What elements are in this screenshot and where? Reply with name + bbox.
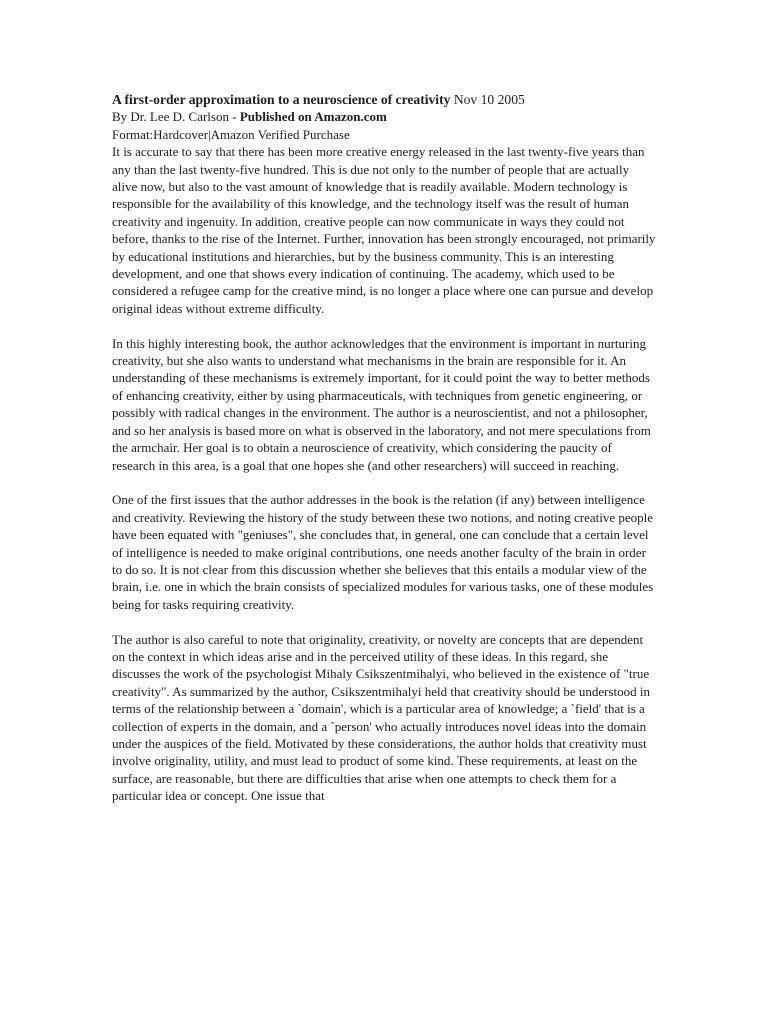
- review-format: Format:Hardcover|Amazon Verified Purchase: [112, 126, 350, 142]
- review-title-line: [112, 91, 656, 108]
- review-paragraph-4: The author is also careful to note that originality, creativity, or novelty are concepts that are dependent on the context in which ideas arise and in the perceived utility of these ideas. In this regard, she discusses the work of the psychologist Mihaly Csikszentmihalyi, who believed in the existence of "true creativity". As summarized by the author, Csikszentmihalyi held that creativity should be understood in terms of the relationship between a `domain', which is a particular area of knowledge; a `field' that is a collection of experts in the domain, and a `person' who actually introduces novel ideas into the domain under the auspices of the field. Motivated by these considerations, the author holds that creativity must involve originality, utility, and must lead to product of some kind. These requirements, at least on the surface, are reasonable, but there are difficulties that arise when one attempts to check them for a particular idea or concept. One issue that: [112, 631, 651, 804]
- review-document: [112, 91, 656, 822]
- byline-source: Published on Amazon.com: [239, 109, 387, 125]
- review-date: Nov 10 2005: [453, 92, 525, 107]
- review-byline: [112, 108, 656, 125]
- review-paragraph-2: In this highly interesting book, the author acknowledges that the environment is important in nurturing creativity, but she also wants to understand what mechanisms in the brain are responsible for it. An understanding of these mechanisms is extremely important, for it could point the way to better methods of enhancing creativity, either by using pharmaceuticals, with techniques from genetic engineering, or possibly with radical changes in the environment. The author is a neuroscientist, and not a philosopher, and so her analysis is based more on what is observed in the laboratory, and not mere speculations from the armchair. Her goal is to obtain a neuroscience of creativity, which considering the paucity of research in this area, is a goal that one hopes she (and other researchers) will succeed in reaching.: [112, 335, 651, 473]
- review-title: A first-order approximation to a neuroscience of creativity: [112, 92, 451, 107]
- byline-author: By Dr. Lee D. Carlson -: [112, 109, 240, 125]
- review-paragraph-3: One of the first issues that the author addresses in the book is the relation (if any) between intelligence and creativity. Reviewing the history of the study between these two notions, and noting creative people have been equated with "geniuses", she concludes that, in general, one can conclude that a certain level of intelligence is needed to make original contributions, one needs another faculty of the brain in order to do so. It is not clear from this discussion whether she believes that this entails a modular view of the brain, i.e. one in which the brain consists of specialized modules for various tasks, one of these modules being for tasks requiring creativity.: [112, 492, 654, 612]
- review-paragraph-1: It is accurate to say that there has been more creative energy released in the last twenty-five years than any than the last twenty-five hundred. This is due not only to the number of people that are actually alive now, but also to the vast amount of knowledge that is readily available. Modern technology is responsible for the availability of this knowledge, and the technology itself was the result of human creativity and ingenuity. In addition, creative people can now communicate in ways they could not before, thanks to the rise of the Internet. Further, innovation has been strongly encouraged, not primarily by educational institutions and hierarchies, but by the business community. This is an interesting development, and one that shows every indication of continuing. The academy, which used to be considered a refugee camp for the creative mind, is no longer a place where one can pursue and develop original ideas without extreme difficulty.: [112, 144, 656, 316]
